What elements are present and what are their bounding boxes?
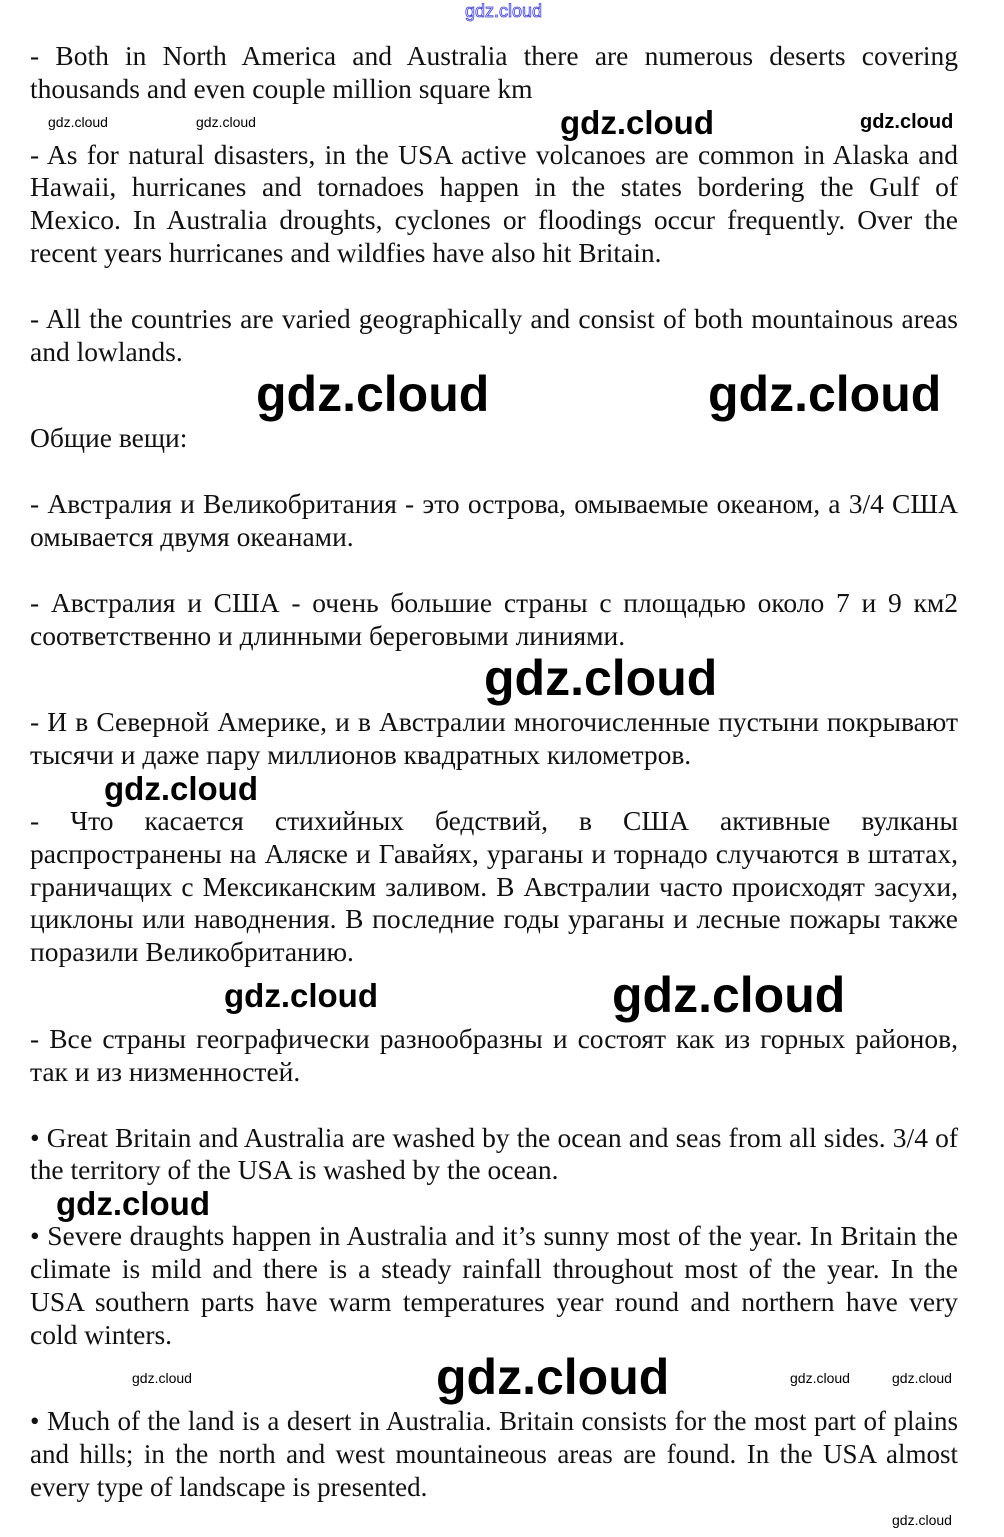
bullet-climate: • Severe draughts happen in Australia and it’s sunny most of the year. In Britain the climate is mild and there is a steady rainfall throughout most of the year. In the USA southern parts have warm temperatures year round and northern have very cold winters.: [30, 1220, 958, 1350]
paragraph-islands-ru: - Австралия и Великобритания - это острова, омываемые океаном, а 3/4 США омывается двумя океанами.: [30, 488, 958, 552]
watermark: gdz.cloud: [484, 650, 718, 707]
watermark-row: [0, 966, 1004, 1023]
watermark-row: [0, 1351, 1004, 1405]
paragraph-deserts-ru: - И в Северной Америке, и в Австралии многочисленные пустыни покрывают тысячи и даже пару миллионов квадратных километров.: [30, 706, 958, 771]
watermark: gdz.cloud: [790, 1370, 850, 1387]
paragraph-geography-en: - All the countries are varied geographically and consist of both mountainous areas and lowlands.: [30, 302, 958, 367]
watermark: gdz.cloud: [104, 769, 258, 807]
paragraph-disasters-ru: - Что касается стихийных бедствий, в США активные вулканы распространены на Аляске и Гавайях, ураганы и торнадо случаются в штатах, граничащих с Мексиканским заливом. В Австралии часто происходят засухи, циклоны или наводнения. В последние годы ураганы и лесные пожары также поразили Великобританию.: [30, 804, 958, 968]
watermark: gdz.cloud: [860, 110, 954, 133]
watermark: gdz.cloud: [132, 1370, 192, 1387]
watermark-row: [0, 652, 1004, 706]
bullet-landscape: • Much of the land is a desert in Australia. Britain consists for the most part of plains and hills; in the north and west mountaineous areas are found. In the USA almost every type of landscape is presented.: [30, 1406, 958, 1502]
watermark-row: [0, 769, 1004, 807]
bullet-ocean: • Great Britain and Australia are washed by the ocean and seas from all sides. 3/4 of the territory of the USA is washed by the ocean.: [30, 1121, 958, 1186]
spacer: [0, 554, 1004, 587]
watermark: gdz.cloud: [708, 366, 942, 423]
watermark: gdz.cloud: [892, 1370, 952, 1387]
watermark-row: [0, 1185, 1004, 1223]
watermark: gdz.cloud: [892, 1511, 952, 1528]
watermark-row: [0, 1504, 1004, 1537]
watermark: gdz.cloud: [436, 1349, 670, 1406]
spacer: [0, 455, 1004, 488]
paragraph-disasters-en: - As for natural disasters, in the USA active volcanoes are common in Alaska and Hawaii, hurricanes and tornadoes happen in the states bordering the Gulf of Mexico. In Australia droughts, cyclones or floodings occur frequently. Over the recent years hurricanes and wildfies have also hit Britain.: [30, 138, 958, 268]
watermark: gdz.cloud: [560, 103, 714, 141]
watermark: gdz.cloud: [256, 366, 490, 423]
paragraph-area-ru: - Австралия и США - очень большие страны с площадью около 7 и 9 км2 соответственно и длинными береговыми линиями.: [30, 586, 958, 651]
watermark: gdz.cloud: [612, 966, 846, 1023]
watermark-row: [0, 368, 1004, 422]
watermark-row: [0, 103, 1004, 141]
watermark-top-link[interactable]: gdz.cloud: [465, 1, 543, 21]
watermark: gdz.cloud: [196, 113, 256, 130]
paragraph-deserts-en: - Both in North America and Australia there are numerous deserts covering thousands and even couple million square km: [30, 40, 958, 104]
paragraph-geography-ru: - Все страны географически разнообразны и состоят как из горных районов, так и из низменностей.: [30, 1022, 958, 1087]
spacer: [0, 270, 1004, 303]
watermark: gdz.cloud: [48, 113, 108, 130]
spacer: [0, 1089, 1004, 1122]
watermark: gdz.cloud: [224, 976, 378, 1014]
section-heading-common: Общие вещи:: [30, 422, 188, 454]
watermark: gdz.cloud: [56, 1185, 210, 1223]
